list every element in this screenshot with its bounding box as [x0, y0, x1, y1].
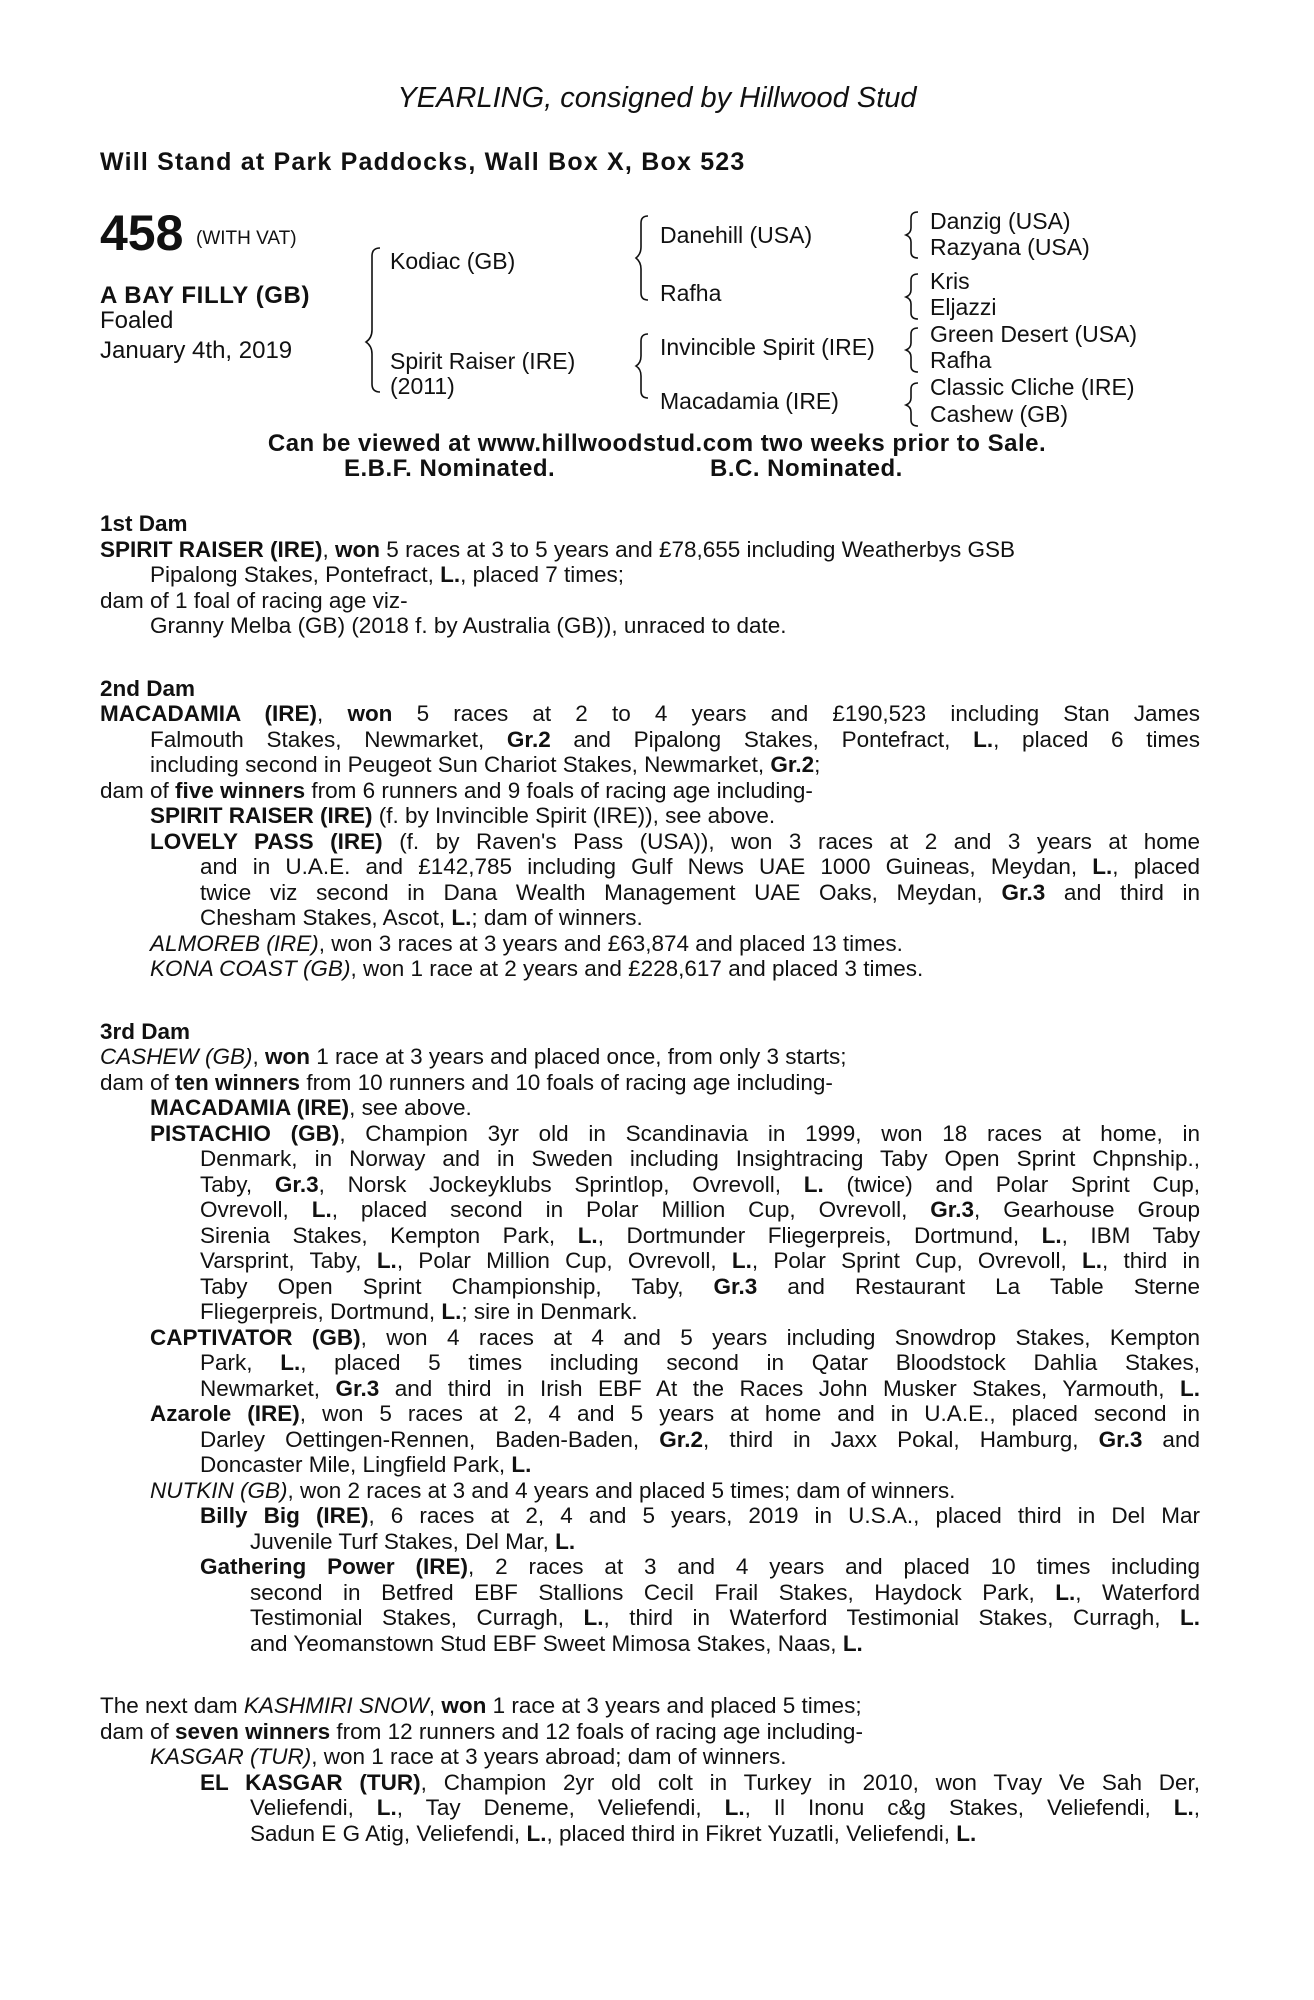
third-dam-line: MACADAMIA (IRE), see above.	[150, 1095, 472, 1120]
second-dam-line: MACADAMIA (IRE), won 5 races at 2 to 4 years and £190,523 including Stan James	[100, 701, 1200, 726]
lot-name: A BAY FILLY (GB)	[100, 282, 311, 309]
next-dam-line: KASGAR (TUR), won 1 race at 3 years abroad; dam of winners.	[150, 1744, 787, 1769]
second-dam-line: LOVELY PASS (IRE) (f. by Raven's Pass (USA)), won 3 races at 2 and 3 years at home	[150, 828, 1200, 854]
viewing-note: Can be viewed at www.hillwoodstud.com two weeks prior to Sale.	[267, 430, 1047, 457]
vat-note: (WITH VAT)	[196, 228, 297, 249]
second-dam-line: KONA COAST (GB), won 1 race at 2 years and £228,617 and placed 3 times.	[150, 956, 924, 981]
third-dam-line: Ovrevoll, L., placed second in Polar Million Cup, Ovrevoll, Gr.3, Gearhouse Group	[200, 1197, 1200, 1222]
third-dam-line: second in Betfred EBF Stallions Cecil Frail Stakes, Haydock Park, L., Waterford	[250, 1579, 1200, 1605]
ebf-nomination: E.B.F. Nominated.	[344, 455, 556, 482]
third-dam-line: Azarole (IRE), won 5 races at 2, 4 and 5 years at home and in U.A.E., placed second in	[150, 1401, 1200, 1426]
third-dam-line: Denmark, in Norway and in Sweden including Insightracing Taby Open Sprint Chpnship.,	[200, 1146, 1200, 1171]
pedigree-sire-sire: Danehill (USA)	[660, 222, 813, 248]
consignment-header: YEARLING, consigned by Hillwood Stud	[397, 82, 917, 114]
pedigree-sd-dam: Eljazzi	[930, 294, 997, 320]
pedigree-sd-sire: Kris	[930, 268, 970, 294]
first-dam-line: SPIRIT RAISER (IRE), won 5 races at 3 to 5 years and £78,655 including Weatherbys GSB	[100, 536, 1016, 562]
second-dam-line: Chesham Stakes, Ascot, L.; dam of winners.	[200, 905, 643, 930]
pedigree-dam-name: Spirit Raiser (IRE)	[390, 348, 576, 374]
brace-gen2-sire	[636, 216, 648, 300]
second-dam-heading: 2nd Dam	[100, 675, 196, 701]
first-dam-line: Granny Melba (GB) (2018 f. by Australia (GB)), unraced to date.	[150, 613, 787, 638]
next-dam-line: Veliefendi, L., Tay Deneme, Veliefendi, L., Il Inonu c&g Stakes, Veliefendi, L.,	[250, 1795, 1201, 1820]
stand-location: Will Stand at Park Paddocks, Wall Box X, Box 523	[100, 148, 746, 176]
brace-gen3-3	[906, 328, 918, 372]
pedigree-dam-dam: Macadamia (IRE)	[660, 388, 839, 414]
third-dam-line: Taby Open Sprint Championship, Taby, Gr.3 and Restaurant La Table Sterne	[200, 1273, 1201, 1299]
pedigree-dd-sire: Classic Cliche (IRE)	[930, 374, 1135, 400]
brace-gen2-dam	[636, 334, 648, 398]
third-dam-line: Varsprint, Taby, L., Polar Million Cup, Ovrevoll, L., Polar Sprint Cup, Ovrevoll, L., third in	[200, 1248, 1200, 1273]
third-dam-line: Park, L., placed 5 times including second in Qatar Bloodstock Dahlia Stakes,	[200, 1350, 1200, 1375]
next-dam-line: The next dam KASHMIRI SNOW, won 1 race at 3 years and placed 5 times;	[100, 1693, 862, 1718]
brace-gen3-1	[906, 212, 918, 258]
brace-gen1	[366, 248, 380, 392]
third-dam-line: CAPTIVATOR (GB), won 4 races at 4 and 5 years including Snowdrop Stakes, Kempton	[150, 1324, 1200, 1350]
third-dam-line: Sirenia Stakes, Kempton Park, L., Dortmunder Fliegerpreis, Dortmund, L., IBM Taby	[200, 1222, 1200, 1248]
first-dam-line: dam of 1 foal of racing age viz-	[100, 587, 408, 613]
third-dam-line: Taby, Gr.3, Norsk Jockeyklubs Sprintlop, Ovrevoll, L. (twice) and Polar Sprint Cup,	[200, 1171, 1201, 1197]
pedigree-sire: Kodiac (GB)	[390, 248, 516, 274]
third-dam-line: and Yeomanstown Stud EBF Sweet Mimosa Stakes, Naas, L.	[250, 1630, 863, 1656]
foaled-date: January 4th, 2019	[100, 337, 293, 364]
brace-gen3-2	[906, 274, 918, 319]
second-dam-line: including second in Peugeot Sun Chariot Stakes, Newmarket, Gr.2;	[150, 752, 821, 777]
third-dam-line: NUTKIN (GB), won 2 races at 3 and 4 years and placed 5 times; dam of winners.	[150, 1477, 956, 1503]
foaled-label: Foaled	[100, 307, 174, 334]
second-dam-line: Falmouth Stakes, Newmarket, Gr.2 and Pipalong Stakes, Pontefract, L., placed 6 times	[150, 726, 1200, 752]
first-dam-line: Pipalong Stakes, Pontefract, L., placed 7 times;	[150, 562, 624, 587]
third-dam-heading: 3rd Dam	[100, 1018, 191, 1044]
second-dam-line: ALMOREB (IRE), won 3 races at 3 years and £63,874 and placed 13 times.	[150, 930, 903, 956]
next-dam-line: EL KASGAR (TUR), Champion 2yr old colt in Turkey in 2010, won Tvay Ve Sah Der,	[200, 1769, 1201, 1795]
second-dam-line: twice viz second in Dana Wealth Management UAE Oaks, Meydan, Gr.3 and third in	[200, 879, 1201, 905]
third-dam-line: Gathering Power (IRE), 2 races at 3 and 4 years and placed 10 times including	[200, 1554, 1200, 1579]
first-dam-heading: 1st Dam	[100, 511, 188, 536]
lot-number: 458	[100, 205, 184, 261]
pedigree-dd-dam: Cashew (GB)	[930, 401, 1069, 427]
third-dam-line: Darley Oettingen-Rennen, Baden-Baden, Gr.2, third in Jaxx Pokal, Hamburg, Gr.3 and	[200, 1426, 1200, 1452]
second-dam-line: and in U.A.E. and £142,785 including Gulf News UAE 1000 Guineas, Meydan, L., placed	[200, 854, 1201, 879]
third-dam-line: CASHEW (GB), won 1 race at 3 years and placed once, from only 3 starts;	[100, 1044, 847, 1069]
pedigree-ss-dam: Razyana (USA)	[930, 234, 1090, 260]
pedigree-ds-sire: Green Desert (USA)	[930, 321, 1138, 347]
third-dam-line: dam of ten winners from 10 runners and 10 foals of racing age including-	[100, 1069, 833, 1095]
third-dam-line: Testimonial Stakes, Curragh, L., third in Waterford Testimonial Stakes, Curragh, L.	[250, 1605, 1200, 1630]
third-dam-line: Newmarket, Gr.3 and third in Irish EBF At the Races John Musker Stakes, Yarmouth, L.	[200, 1375, 1200, 1401]
pedigree-dam-year: (2011)	[390, 373, 455, 399]
third-dam-line: Fliegerpreis, Dortmund, L.; sire in Denmark.	[200, 1299, 638, 1324]
pedigree-ds-dam: Rafha	[930, 347, 992, 373]
third-dam-line: Juvenile Turf Stakes, Del Mar, L.	[250, 1528, 576, 1554]
second-dam-line: SPIRIT RAISER (IRE) (f. by Invincible Spirit (IRE)), see above.	[150, 803, 776, 828]
third-dam-line: Doncaster Mile, Lingfield Park, L.	[200, 1452, 532, 1477]
next-dam-line: Sadun E G Atig, Veliefendi, L., placed third in Fikret Yuzatli, Veliefendi, L.	[250, 1820, 977, 1846]
brace-gen3-4	[906, 383, 918, 426]
pedigree-sire-dam: Rafha	[660, 280, 722, 306]
pedigree-dam-sire: Invincible Spirit (IRE)	[660, 334, 875, 360]
third-dam-line: Billy Big (IRE), 6 races at 2, 4 and 5 years, 2019 in U.S.A., placed third in Del Mar	[200, 1503, 1200, 1528]
next-dam-line: dam of seven winners from 12 runners and 12 foals of racing age including-	[100, 1718, 863, 1744]
third-dam-line: PISTACHIO (GB), Champion 3yr old in Scandinavia in 1999, won 18 races at home, in	[150, 1120, 1200, 1146]
pedigree-ss-sire: Danzig (USA)	[930, 208, 1071, 234]
bc-nomination: B.C. Nominated.	[710, 455, 903, 482]
pedigree-body	[100, 511, 1200, 1846]
second-dam-line: dam of five winners from 6 runners and 9 foals of racing age including-	[100, 777, 813, 803]
